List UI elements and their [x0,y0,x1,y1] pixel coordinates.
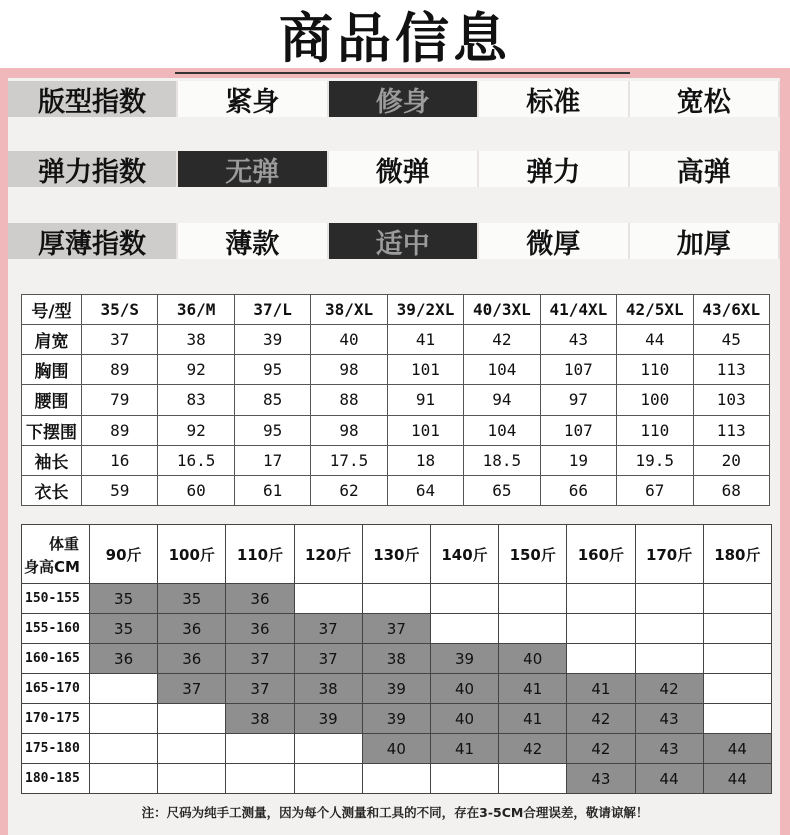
corner-weight-label: 体重 [48,535,79,553]
rec-cell [90,734,158,764]
size-cell: 83 [158,385,234,415]
title-underline [175,72,630,74]
size-cell: 79 [82,385,158,415]
size-row [22,475,770,505]
height-label: 155-160 [22,614,90,644]
rec-cell: 36 [158,614,226,644]
size-header-label: 号/型 [22,295,82,325]
rec-cell: 36 [158,644,226,674]
rec-cell: 38 [362,644,430,674]
measurement-note: 注：尺码为纯手工测量，因为每个人测量和工具的不同，存在3-5CM合理误差，敬请谅解！ [141,805,649,820]
size-cell: 61 [234,475,310,505]
rec-cell: 39 [294,704,362,734]
size-cell: 113 [693,355,770,385]
size-row-label: 袖长 [22,445,82,475]
height-label: 150-155 [22,584,90,614]
size-row [22,385,770,415]
index-option: 修身 [329,81,480,117]
rec-cell: 37 [226,644,294,674]
size-cell: 104 [464,415,540,445]
rec-cell: 37 [362,614,430,644]
rec-cell: 43 [567,764,635,794]
size-cell: 89 [82,355,158,385]
height-label: 165-170 [22,674,90,704]
rec-cell [430,614,498,644]
rec-cell [703,674,771,704]
rec-cell: 39 [430,644,498,674]
size-cell: 110 [617,355,693,385]
weight-header-cell: 150斤 [499,525,567,584]
size-cell: 95 [234,355,310,385]
index-row-stretch [8,151,780,187]
rec-cell: 42 [499,734,567,764]
size-row [22,415,770,445]
rec-cell [294,764,362,794]
size-row-label: 胸围 [22,355,82,385]
rec-cell [158,734,226,764]
size-cell: 19 [540,445,616,475]
rec-cell [635,614,703,644]
size-header-cell: 40/3XL [464,295,540,325]
weight-header-cell: 90斤 [90,525,158,584]
size-cell: 89 [82,415,158,445]
index-row-fit [8,81,780,117]
index-option: 适中 [329,223,480,259]
rec-cell: 35 [158,584,226,614]
rec-cell [158,764,226,794]
rec-cell [158,704,226,734]
size-row-label: 腰围 [22,385,82,415]
rec-cell: 37 [226,674,294,704]
rec-cell: 38 [226,704,294,734]
rec-cell: 42 [635,674,703,704]
size-cell: 67 [617,475,693,505]
rec-row [22,764,772,794]
rec-cell: 35 [90,584,158,614]
weight-header-cell: 160斤 [567,525,635,584]
size-cell: 60 [158,475,234,505]
rec-row [22,734,772,764]
size-recommendation-table [21,524,772,794]
height-label: 175-180 [22,734,90,764]
size-cell: 104 [464,355,540,385]
size-table [21,294,770,506]
rec-cell [226,764,294,794]
size-cell: 62 [311,475,387,505]
rec-cell: 37 [294,614,362,644]
rec-cell [567,584,635,614]
rec-cell: 38 [294,674,362,704]
index-option: 高弹 [630,151,781,187]
rec-cell [294,584,362,614]
size-cell: 40 [311,325,387,355]
size-cell: 95 [234,415,310,445]
size-header-cell: 37/L [234,295,310,325]
size-header-cell: 36/M [158,295,234,325]
size-cell: 59 [82,475,158,505]
rec-cell [90,764,158,794]
rec-header-row [22,525,772,584]
size-cell: 100 [617,385,693,415]
size-cell: 68 [693,475,770,505]
size-cell: 37 [82,325,158,355]
size-row [22,355,770,385]
size-header-row [22,295,770,325]
rec-row [22,704,772,734]
rec-corner-cell [22,525,90,584]
rec-cell: 43 [635,734,703,764]
rec-cell [226,734,294,764]
rec-cell [499,764,567,794]
rec-cell: 41 [499,704,567,734]
page-title: 商品信息 [279,7,511,70]
size-cell: 38 [158,325,234,355]
index-label: 弹力指数 [8,151,178,187]
size-cell: 18.5 [464,445,540,475]
rec-cell: 39 [362,674,430,704]
index-option: 加厚 [630,223,781,259]
size-header-cell: 35/S [82,295,158,325]
size-cell: 41 [387,325,463,355]
size-cell: 107 [540,415,616,445]
size-row-label: 下摆围 [22,415,82,445]
rec-cell: 42 [567,734,635,764]
index-option: 标准 [479,81,630,117]
size-cell: 45 [693,325,770,355]
size-cell: 107 [540,355,616,385]
index-label: 版型指数 [8,81,178,117]
size-row [22,445,770,475]
size-cell: 17.5 [311,445,387,475]
size-row-label: 衣长 [22,475,82,505]
index-option: 薄款 [178,223,329,259]
rec-cell [567,644,635,674]
weight-header-cell: 170斤 [635,525,703,584]
rec-row [22,614,772,644]
rec-cell [703,614,771,644]
size-row [22,325,770,355]
rec-cell: 36 [90,644,158,674]
size-cell: 18 [387,445,463,475]
rec-cell: 42 [567,704,635,734]
rec-cell: 43 [635,704,703,734]
rec-row [22,644,772,674]
rec-cell: 40 [430,704,498,734]
rec-cell [567,614,635,644]
height-label: 170-175 [22,704,90,734]
rec-cell: 37 [294,644,362,674]
rec-cell [362,584,430,614]
rec-cell [703,644,771,674]
size-cell: 16 [82,445,158,475]
size-cell: 66 [540,475,616,505]
corner-height-label: 身高CM [24,558,80,576]
rec-cell [703,704,771,734]
size-cell: 92 [158,355,234,385]
size-cell: 101 [387,355,463,385]
rec-cell [703,584,771,614]
size-cell: 97 [540,385,616,415]
size-cell: 92 [158,415,234,445]
size-header-cell: 38/XL [311,295,387,325]
size-cell: 16.5 [158,445,234,475]
rec-cell: 40 [499,644,567,674]
index-option: 紧身 [178,81,329,117]
size-cell: 98 [311,355,387,385]
weight-header-cell: 110斤 [226,525,294,584]
rec-cell: 41 [567,674,635,704]
weight-header-cell: 100斤 [158,525,226,584]
rec-cell [294,734,362,764]
size-cell: 42 [464,325,540,355]
size-cell: 44 [617,325,693,355]
size-cell: 65 [464,475,540,505]
rec-cell [90,704,158,734]
rec-cell [430,764,498,794]
size-cell: 94 [464,385,540,415]
height-label: 160-165 [22,644,90,674]
rec-cell: 44 [703,764,771,794]
index-label: 厚薄指数 [8,223,178,259]
rec-cell: 36 [226,614,294,644]
weight-header-cell: 180斤 [703,525,771,584]
rec-cell: 41 [499,674,567,704]
size-cell: 101 [387,415,463,445]
rec-cell [90,674,158,704]
rec-cell [499,614,567,644]
size-header-cell: 43/6XL [693,295,770,325]
index-row-thickness [8,223,780,259]
index-option: 弹力 [479,151,630,187]
rec-cell: 44 [635,764,703,794]
size-header-cell: 39/2XL [387,295,463,325]
weight-header-cell: 120斤 [294,525,362,584]
rec-cell: 40 [430,674,498,704]
rec-row [22,584,772,614]
size-cell: 88 [311,385,387,415]
weight-header-cell: 140斤 [430,525,498,584]
height-label: 180-185 [22,764,90,794]
rec-row [22,674,772,704]
size-cell: 43 [540,325,616,355]
size-row-label: 肩宽 [22,325,82,355]
rec-cell: 36 [226,584,294,614]
rec-cell: 35 [90,614,158,644]
size-cell: 85 [234,385,310,415]
index-option: 无弹 [178,151,329,187]
size-cell: 113 [693,415,770,445]
size-cell: 91 [387,385,463,415]
rec-cell [635,644,703,674]
size-header-cell: 41/4XL [540,295,616,325]
size-cell: 98 [311,415,387,445]
size-cell: 19.5 [617,445,693,475]
rec-cell [499,584,567,614]
rec-cell: 37 [158,674,226,704]
size-cell: 39 [234,325,310,355]
size-cell: 103 [693,385,770,415]
rec-cell: 39 [362,704,430,734]
index-option: 宽松 [630,81,781,117]
index-option: 微厚 [479,223,630,259]
rec-cell [430,584,498,614]
index-option: 微弹 [329,151,480,187]
rec-cell: 44 [703,734,771,764]
size-cell: 64 [387,475,463,505]
rec-cell: 40 [362,734,430,764]
size-header-cell: 42/5XL [617,295,693,325]
rec-cell: 41 [430,734,498,764]
weight-header-cell: 130斤 [362,525,430,584]
size-cell: 110 [617,415,693,445]
size-cell: 17 [234,445,310,475]
size-cell: 20 [693,445,770,475]
rec-cell [362,764,430,794]
rec-cell [635,584,703,614]
